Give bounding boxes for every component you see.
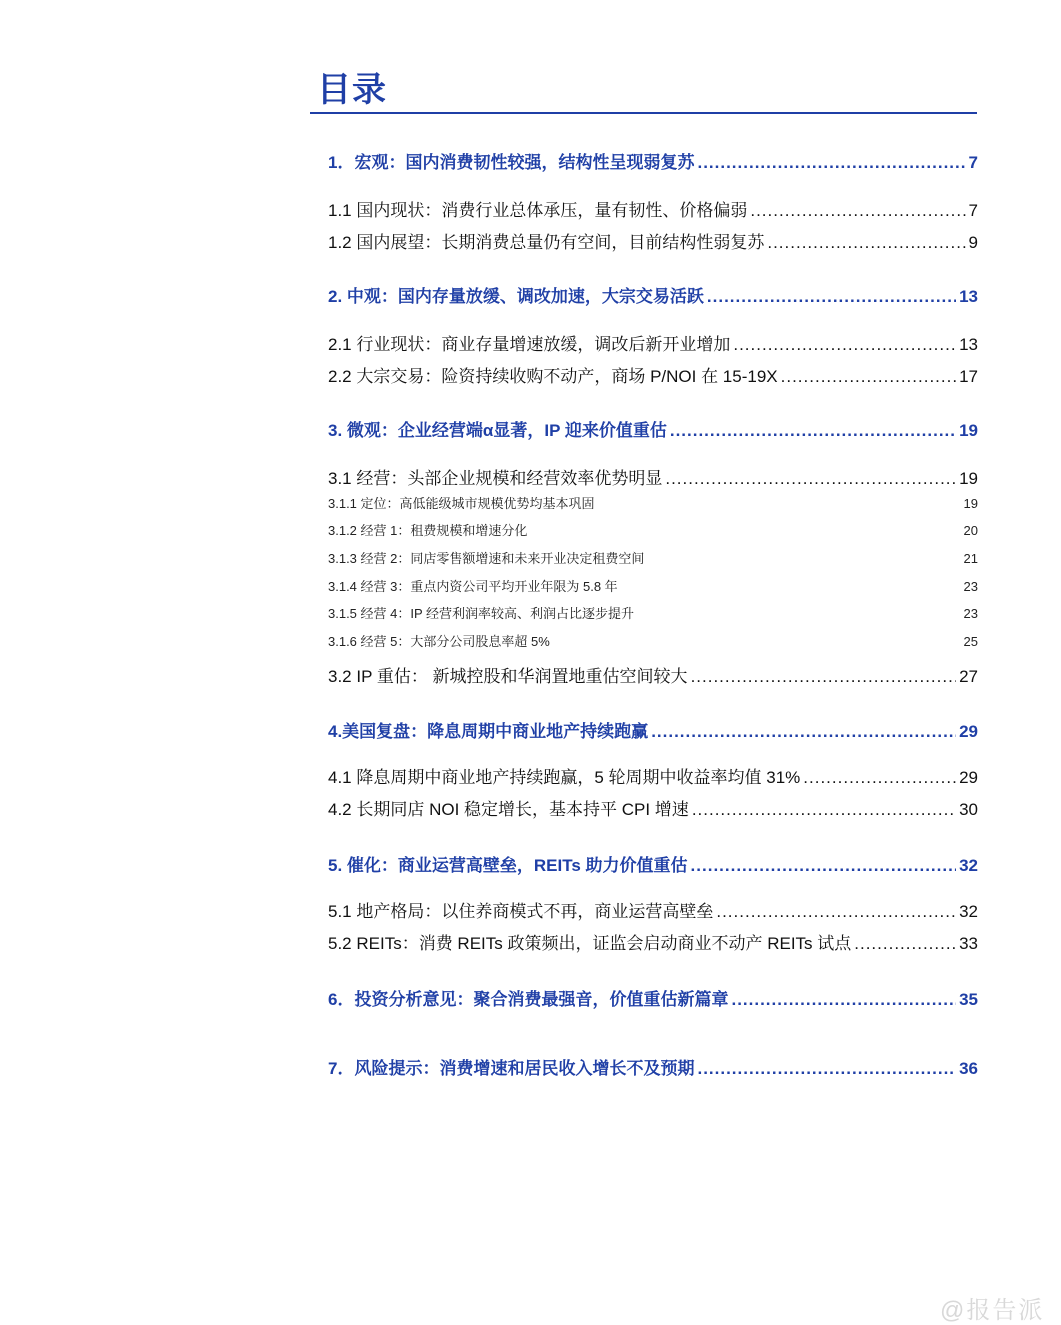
dot-leader	[731, 990, 956, 1010]
toc-entry[interactable]	[328, 464, 978, 489]
toc-entry-text: 4.美国复盘：降息周期中商业地产持续跑赢	[328, 722, 649, 741]
toc-entry[interactable]	[328, 851, 978, 876]
toc-entry-text: 2. 中观：国内存量放缓、调改加速，大宗交易活跃	[328, 287, 704, 306]
toc-entry[interactable]	[328, 493, 978, 512]
toc-page-number: 13	[959, 335, 978, 354]
toc-page-number: 7	[968, 153, 978, 172]
toc-entry-text: 4.2 长期同店 NOI 稳定增长，基本持平 CPI 增速	[328, 800, 689, 819]
toc-page-number: 20	[963, 523, 978, 538]
toc-page-number: 27	[959, 667, 978, 686]
toc-entry[interactable]	[328, 548, 978, 567]
toc-page-number: 29	[959, 722, 978, 741]
dot-leader	[651, 722, 956, 742]
toc-entry-text: 3.1.4 经营 3：重点内资公司平均开业年限为 5.8 年	[328, 579, 618, 594]
dot-leader	[750, 201, 965, 221]
toc-entry-text: 5.2 REITs：消费 REITs 政策频出，证监会启动商业不动产 REITs 试点	[328, 934, 852, 953]
toc-page-number: 30	[959, 800, 978, 819]
toc-page-number: 32	[959, 856, 978, 875]
toc-entry-text: 3.1.3 经营 2：同店零售额增速和未来开业决定租费空间	[328, 551, 645, 566]
watermark: @报告派	[940, 1297, 1045, 1324]
toc-entry[interactable]	[328, 362, 978, 387]
dot-leader	[692, 800, 956, 820]
toc-entry-text: 5. 催化：商业运营高壁垒，REITs 助力价值重估	[328, 856, 688, 875]
toc-entry-text: 3.1.6 经营 5：大部分公司股息率超 5%	[328, 634, 550, 649]
dot-leader	[691, 667, 957, 687]
toc-entry-text: 6．投资分析意见：聚合消费最强音，价值重估新篇章	[328, 990, 729, 1009]
dot-leader	[707, 287, 956, 307]
toc-page-number: 35	[959, 990, 978, 1009]
dot-leader	[670, 421, 956, 441]
toc-page-number: 36	[959, 1059, 978, 1078]
title-divider	[310, 112, 977, 114]
toc-entry[interactable]	[328, 416, 978, 441]
toc-entry[interactable]	[328, 520, 978, 539]
toc-entry[interactable]	[328, 631, 978, 650]
toc-entry[interactable]	[328, 282, 978, 307]
toc-entry-text: 3.1.2 经营 1：租费规模和增速分化	[328, 523, 528, 538]
dot-leader	[665, 469, 956, 489]
dot-leader	[733, 335, 956, 355]
toc-page-number: 33	[959, 934, 978, 953]
toc-entry-text: 7．风险提示：消费增速和居民收入增长不及预期	[328, 1059, 695, 1078]
toc-entry[interactable]	[328, 148, 978, 173]
toc-entry[interactable]	[328, 662, 978, 687]
toc-page-number: 32	[959, 902, 978, 921]
dot-leader	[767, 233, 965, 253]
toc-page-number: 23	[963, 606, 978, 621]
toc-entry[interactable]	[328, 228, 978, 253]
toc-entry[interactable]	[328, 196, 978, 221]
toc-page-number: 9	[968, 233, 978, 252]
toc-entry[interactable]	[328, 603, 978, 622]
toc-page-number: 19	[959, 421, 978, 440]
toc-entry-text: 1．宏观：国内消费韧性较强，结构性呈现弱复苏	[328, 153, 695, 172]
toc-page-number: 19	[959, 469, 978, 488]
toc-page-number: 13	[959, 287, 978, 306]
page-title: 目录	[317, 71, 387, 109]
toc-entry[interactable]	[328, 330, 978, 355]
toc-entry-text: 3.1 经营：头部企业规模和经营效率优势明显	[328, 469, 663, 488]
toc-page-number: 21	[963, 551, 978, 566]
toc-entry-text: 3.1.1 定位：高低能级城市规模优势均基本巩固	[328, 496, 595, 511]
dot-leader	[781, 367, 956, 387]
toc-entry[interactable]	[328, 929, 978, 954]
toc-entry-text: 1.1 国内现状：消费行业总体承压，量有韧性、价格偏弱	[328, 201, 748, 220]
toc-page-number: 7	[968, 201, 978, 220]
toc-page-number: 25	[963, 634, 978, 649]
toc-entry-text: 4.1 降息周期中商业地产持续跑赢，5 轮周期中收益率均值 31%	[328, 768, 801, 787]
toc-entry-text: 5.1 地产格局：以住养商模式不再，商业运营高壁垒	[328, 902, 714, 921]
toc-entry[interactable]	[328, 985, 978, 1010]
dot-leader	[691, 856, 957, 876]
toc-page-number: 23	[963, 579, 978, 594]
toc-entry[interactable]	[328, 717, 978, 742]
toc-entry[interactable]	[328, 1054, 978, 1079]
dot-leader	[803, 768, 956, 788]
toc-page-number: 19	[963, 496, 978, 511]
toc-entry[interactable]	[328, 576, 978, 595]
toc-entry-text: 3. 微观：企业经营端α显著，IP 迎来价值重估	[328, 421, 667, 440]
toc-page-number: 29	[959, 768, 978, 787]
toc-entry-text: 3.2 IP 重估： 新城控股和华润置地重估空间较大	[328, 667, 688, 686]
dot-leader	[697, 153, 965, 173]
dot-leader	[854, 934, 956, 954]
toc-entry[interactable]	[328, 795, 978, 820]
toc-entry-text: 1.2 国内展望：长期消费总量仍有空间，目前结构性弱复苏	[328, 233, 765, 252]
toc-entry-text: 2.1 行业现状：商业存量增速放缓，调改后新开业增加	[328, 335, 731, 354]
toc-entry-text: 3.1.5 经营 4：IP 经营利润率较高、利润占比逐步提升	[328, 606, 635, 621]
dot-leader	[716, 902, 956, 922]
dot-leader	[697, 1059, 956, 1079]
toc-page-number: 17	[959, 367, 978, 386]
toc-entry[interactable]	[328, 763, 978, 788]
toc-entry-text: 2.2 大宗交易：险资持续收购不动产，商场 P/NOI 在 15-19X	[328, 367, 778, 386]
toc-entry[interactable]	[328, 897, 978, 922]
